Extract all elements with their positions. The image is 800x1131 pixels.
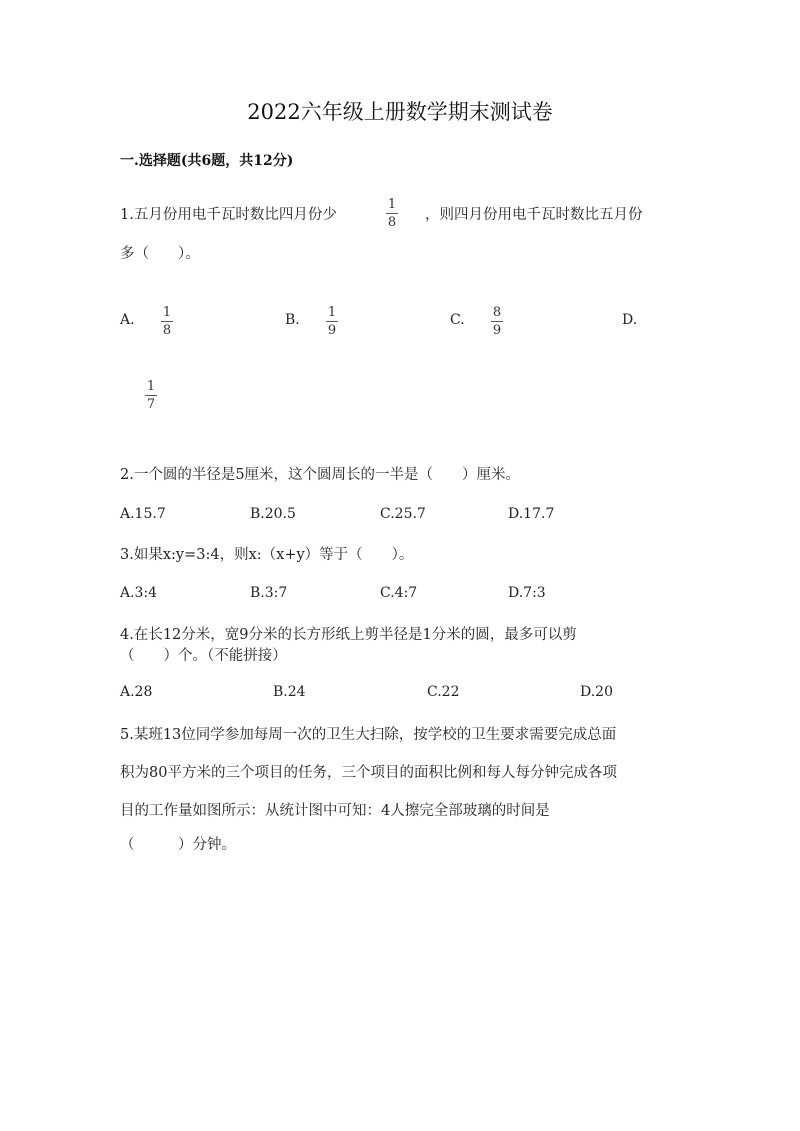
fraction-denominator: 9 xyxy=(327,323,337,338)
section-heading: 一.选择题(共6题，共12分) xyxy=(120,153,294,169)
fraction-denominator: 9 xyxy=(492,323,502,338)
question-2-option-a: A.15.7 xyxy=(120,506,166,522)
question-4-option-c: C.22 xyxy=(427,684,460,700)
question-1-fraction xyxy=(385,198,399,229)
question-1-option-a-fraction xyxy=(160,306,174,337)
question-2-text: 2.一个圆的半径是5厘米，这个圆周长的一半是（ ）厘米。 xyxy=(120,467,521,483)
question-3-option-d: D.7:3 xyxy=(508,585,546,601)
question-2-option-d: D.17.7 xyxy=(508,506,555,522)
question-1-text-b: ，则四月份用电千瓦时数比五月份 xyxy=(425,207,643,223)
question-4-text-a: 4.在长12分米，宽9分米的长方形纸上剪半径是1分米的圆，最多可以剪 xyxy=(120,627,577,643)
question-4-option-d: D.20 xyxy=(580,684,613,700)
fraction-numerator: 1 xyxy=(327,305,337,320)
fraction-numerator: 8 xyxy=(492,305,502,320)
question-4-option-b: B.24 xyxy=(273,684,306,700)
question-1-option-c-fraction xyxy=(490,306,504,337)
fraction-numerator: 1 xyxy=(387,197,397,212)
question-1-option-d-fraction xyxy=(144,380,158,411)
question-5-line-3: 目的工作量如图所示：从统计图中可知：4人擦完全部玻璃的时间是 xyxy=(120,803,550,819)
question-2-option-b: B.20.5 xyxy=(250,506,296,522)
question-3-option-c: C.4:7 xyxy=(380,585,418,601)
fraction-denominator: 8 xyxy=(387,215,397,230)
question-1-option-a-label: A. xyxy=(120,312,135,328)
question-4-option-a: A.28 xyxy=(120,684,153,700)
page-title: 2022六年级上册数学期末测试卷 xyxy=(247,100,553,124)
question-1-text-a: 1.五月份用电千瓦时数比四月份少 xyxy=(120,207,337,223)
question-3-option-b: B.3:7 xyxy=(250,585,288,601)
question-3-option-a: A.3:4 xyxy=(120,585,158,601)
fraction-numerator: 1 xyxy=(146,379,156,394)
fraction-denominator: 8 xyxy=(162,323,172,338)
question-4-text-b: （ ）个。（不能拼接） xyxy=(120,648,287,664)
fraction-denominator: 7 xyxy=(146,397,156,412)
question-3-text: 3.如果x:y=3:4，则x:（x+y）等于（ ）。 xyxy=(120,547,414,563)
question-1-text-c: 多（ ）。 xyxy=(120,246,200,262)
question-1-option-d-label: D. xyxy=(622,312,638,328)
question-5-line-1: 5.某班13位同学参加每周一次的卫生大扫除，按学校的卫生要求需要完成总面 xyxy=(120,727,617,743)
question-2-option-c: C.25.7 xyxy=(380,506,426,522)
question-5-line-2: 积为80平方米的三个项目的任务，三个项目的面积比例和每人每分钟完成各项 xyxy=(120,765,617,781)
question-5-line-4: （ ）分钟。 xyxy=(120,837,236,853)
question-1-option-c-label: C. xyxy=(450,312,465,328)
fraction-numerator: 1 xyxy=(162,305,172,320)
question-1-option-b-fraction xyxy=(325,306,339,337)
question-1-option-b-label: B. xyxy=(285,312,300,328)
